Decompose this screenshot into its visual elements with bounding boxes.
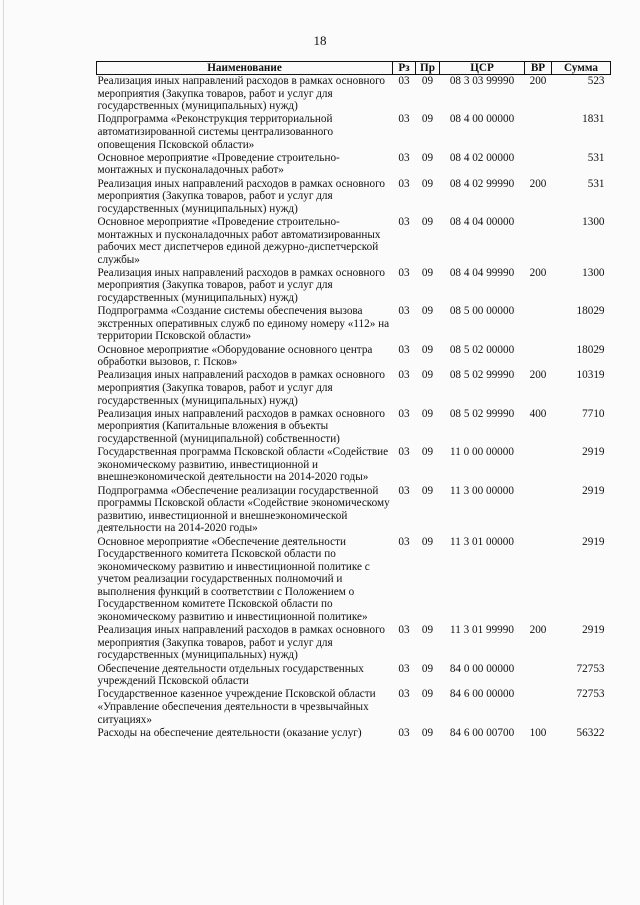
cell-sum: 56322 [576,726,605,739]
scan-edge-line [3,0,4,905]
cell-name: Основное мероприятие «Оборудование основного центра обработки вызовов, г. Псков» [97,343,373,369]
budget-table-container [96,61,610,740]
cell-rz: 03 [398,369,410,382]
cell-sum: 2919 [582,484,605,497]
cell-sum: 1300 [582,266,605,279]
cell-name: Подпрограмма «Реконструкция территориальной автоматизированной системы централизованного оповещения Псковской области» [97,113,334,151]
header-name: Наименование [97,62,393,75]
cell-rz: 03 [398,726,410,739]
cell-sum: 10319 [576,369,605,382]
table-row [97,446,611,484]
cell-vr: 100 [529,726,547,739]
table-body [97,75,611,740]
table-row [97,152,611,178]
header-rz: Рз [393,62,416,75]
cell-sum: 72753 [576,688,605,701]
cell-csr: 08 4 02 99990 [449,177,515,190]
cell-vr: 200 [529,266,547,279]
cell-rz: 03 [398,151,410,164]
cell-vr [525,485,552,536]
cell-rz: 03 [398,266,410,279]
cell-sum: 523 [587,75,605,87]
cell-sum: 2919 [582,446,605,459]
cell-rz: 03 [398,688,410,701]
cell-vr: 200 [529,75,547,87]
cell-csr: 84 6 00 00700 [449,726,515,739]
cell-csr: 11 3 01 00000 [450,535,514,548]
cell-name: Государственная программа Псковской области «Содействие экономическому развитию, инвестиционной и внешнеэкономической деятельности на 2014-2020 годы» [97,446,389,484]
cell-vr [525,152,552,178]
table-row [97,663,611,689]
cell-sum: 2919 [582,624,605,637]
cell-sum: 72753 [576,662,605,675]
header-csr: ЦСР [440,62,525,75]
cell-pr: 09 [421,446,434,459]
cell-vr [525,305,552,343]
cell-pr: 09 [421,151,434,164]
cell-pr: 09 [421,177,434,190]
cell-sum: 7710 [582,407,605,420]
cell-sum: 18029 [576,305,605,318]
cell-name: Основное мероприятие «Проведение строительно-монтажных и пусконаладочных работ» [97,151,340,177]
cell-rz: 03 [398,407,410,420]
table-row [97,624,611,662]
cell-csr: 11 0 00 00000 [450,446,514,459]
cell-vr [525,113,552,151]
cell-csr: 08 3 03 99990 [449,75,515,87]
cell-name: Реализация иных направлений расходов в рамках основного мероприятия (Капитальные вложения в объекты государственной (муниципальной) собственности) [97,407,385,445]
cell-name: Основное мероприятие «Обеспечение деятельности Государственного комитета Псковской области по экономическому развитию и инвестиционной политике с учетом реализации государственных полномочий и выполнения функций в соответствии с Положением о Государственном комитете Псковской области по экономическому развитию и инвестиционной политике» [97,535,370,624]
cell-rz: 03 [398,484,410,497]
table-row [97,688,611,726]
cell-sum: 531 [587,151,605,164]
cell-pr: 09 [421,369,434,382]
table-row [97,369,611,407]
cell-vr [525,216,552,267]
cell-rz: 03 [398,113,410,126]
cell-vr [525,536,552,625]
cell-csr: 08 5 02 00000 [449,343,515,356]
cell-sum: 1300 [582,215,605,228]
cell-csr: 08 5 02 99990 [449,369,515,382]
cell-rz: 03 [398,535,410,548]
table-row [97,344,611,370]
cell-csr: 08 4 00 00000 [449,113,515,126]
cell-pr: 09 [421,484,434,497]
cell-name: Реализация иных направлений расходов в рамках основного мероприятия (Закупка товаров, работ и услуг для государственных (муниципальных) нужд) [97,624,385,662]
cell-name: Расходы на обеспечение деятельности (оказание услуг) [97,726,362,739]
budget-table [96,61,611,740]
cell-pr: 09 [421,407,434,420]
cell-pr: 09 [421,215,434,228]
cell-vr [525,446,552,484]
cell-vr: 200 [529,369,547,382]
table-header [97,62,611,75]
cell-vr [525,344,552,370]
cell-csr: 11 3 00 00000 [450,484,514,497]
cell-vr [525,663,552,689]
cell-name: Реализация иных направлений расходов в рамках основного мероприятия (Закупка товаров, работ и услуг для государственных (муниципальных) нужд) [97,369,385,407]
cell-pr: 09 [421,535,434,548]
cell-rz: 03 [398,177,410,190]
cell-pr: 09 [421,624,434,637]
header-pr: Пр [416,62,440,75]
cell-pr: 09 [421,343,434,356]
cell-pr: 09 [421,305,434,318]
cell-csr: 08 4 02 00000 [449,151,515,164]
cell-csr: 08 4 04 00000 [449,215,515,228]
cell-rz: 03 [398,75,410,87]
cell-sum: 18029 [576,343,605,356]
cell-name: Реализация иных направлений расходов в рамках основного мероприятия (Закупка товаров, работ и услуг для государственных (муниципальных) нужд) [97,177,385,215]
cell-name: Основное мероприятие «Проведение строительно-монтажных и пусконаладочных работ автоматизированных рабочих мест диспетчеров единой дежурно-диспетчерской службы» [97,215,381,266]
table-row [97,216,611,267]
cell-vr: 200 [529,624,547,637]
page-number: 18 [313,33,327,48]
cell-sum: 1831 [582,113,605,126]
cell-csr: 84 0 00 00000 [449,662,515,675]
table-row [97,485,611,536]
cell-pr: 09 [421,688,434,701]
table-row [97,536,611,625]
cell-csr: 11 3 01 99990 [450,624,514,637]
cell-name: Подпрограмма «Создание системы обеспечения вызова экстренных оперативных служб по единому номеру «112» на территории Псковской области» [97,305,390,343]
header-sum: Сумма [552,62,611,75]
cell-vr [525,688,552,726]
cell-vr: 200 [529,177,547,190]
cell-rz: 03 [398,662,410,675]
cell-name: Реализация иных направлений расходов в рамках основного мероприятия (Закупка товаров, работ и услуг для государственных (муниципальных) нужд) [97,266,385,305]
table-row [97,75,611,114]
cell-pr: 09 [421,266,434,279]
table-row [97,305,611,343]
cell-sum: 2919 [582,535,605,548]
header-row [97,62,611,75]
cell-rz: 03 [398,343,410,356]
cell-name: Обеспечение деятельности отдельных государственных учреждений Псковской области [97,662,364,688]
cell-csr: 08 4 04 99990 [449,266,515,279]
cell-rz: 03 [398,446,410,459]
cell-pr: 09 [421,75,434,87]
table-row [97,113,611,151]
table-row [97,727,611,740]
cell-sum: 531 [587,177,605,190]
cell-pr: 09 [421,113,434,126]
cell-csr: 84 6 00 00000 [449,688,515,701]
header-vr: ВР [525,62,552,75]
cell-rz: 03 [398,305,410,318]
cell-vr: 400 [529,407,547,420]
table-row [97,408,611,446]
cell-rz: 03 [398,624,410,637]
cell-pr: 09 [421,726,434,739]
cell-name: Государственное казенное учреждение Псковской области «Управление обеспечения деятельности в чрезвычайных ситуациях» [97,688,376,726]
table-row [97,267,611,305]
cell-pr: 09 [421,662,434,675]
cell-csr: 08 5 02 99990 [449,407,515,420]
cell-csr: 08 5 00 00000 [449,305,515,318]
table-row [97,178,611,216]
cell-rz: 03 [398,215,410,228]
cell-name: Подпрограмма «Обеспечение реализации государственной программы Псковской области «Содействие экономическому развитию, инвестиционной и внешнеэкономической деятельности на 2014-2020 годы» [97,484,390,535]
cell-name: Реализация иных направлений расходов в рамках основного мероприятия (Закупка товаров, работ и услуг для государственных (муниципальных) нужд) [97,75,385,113]
